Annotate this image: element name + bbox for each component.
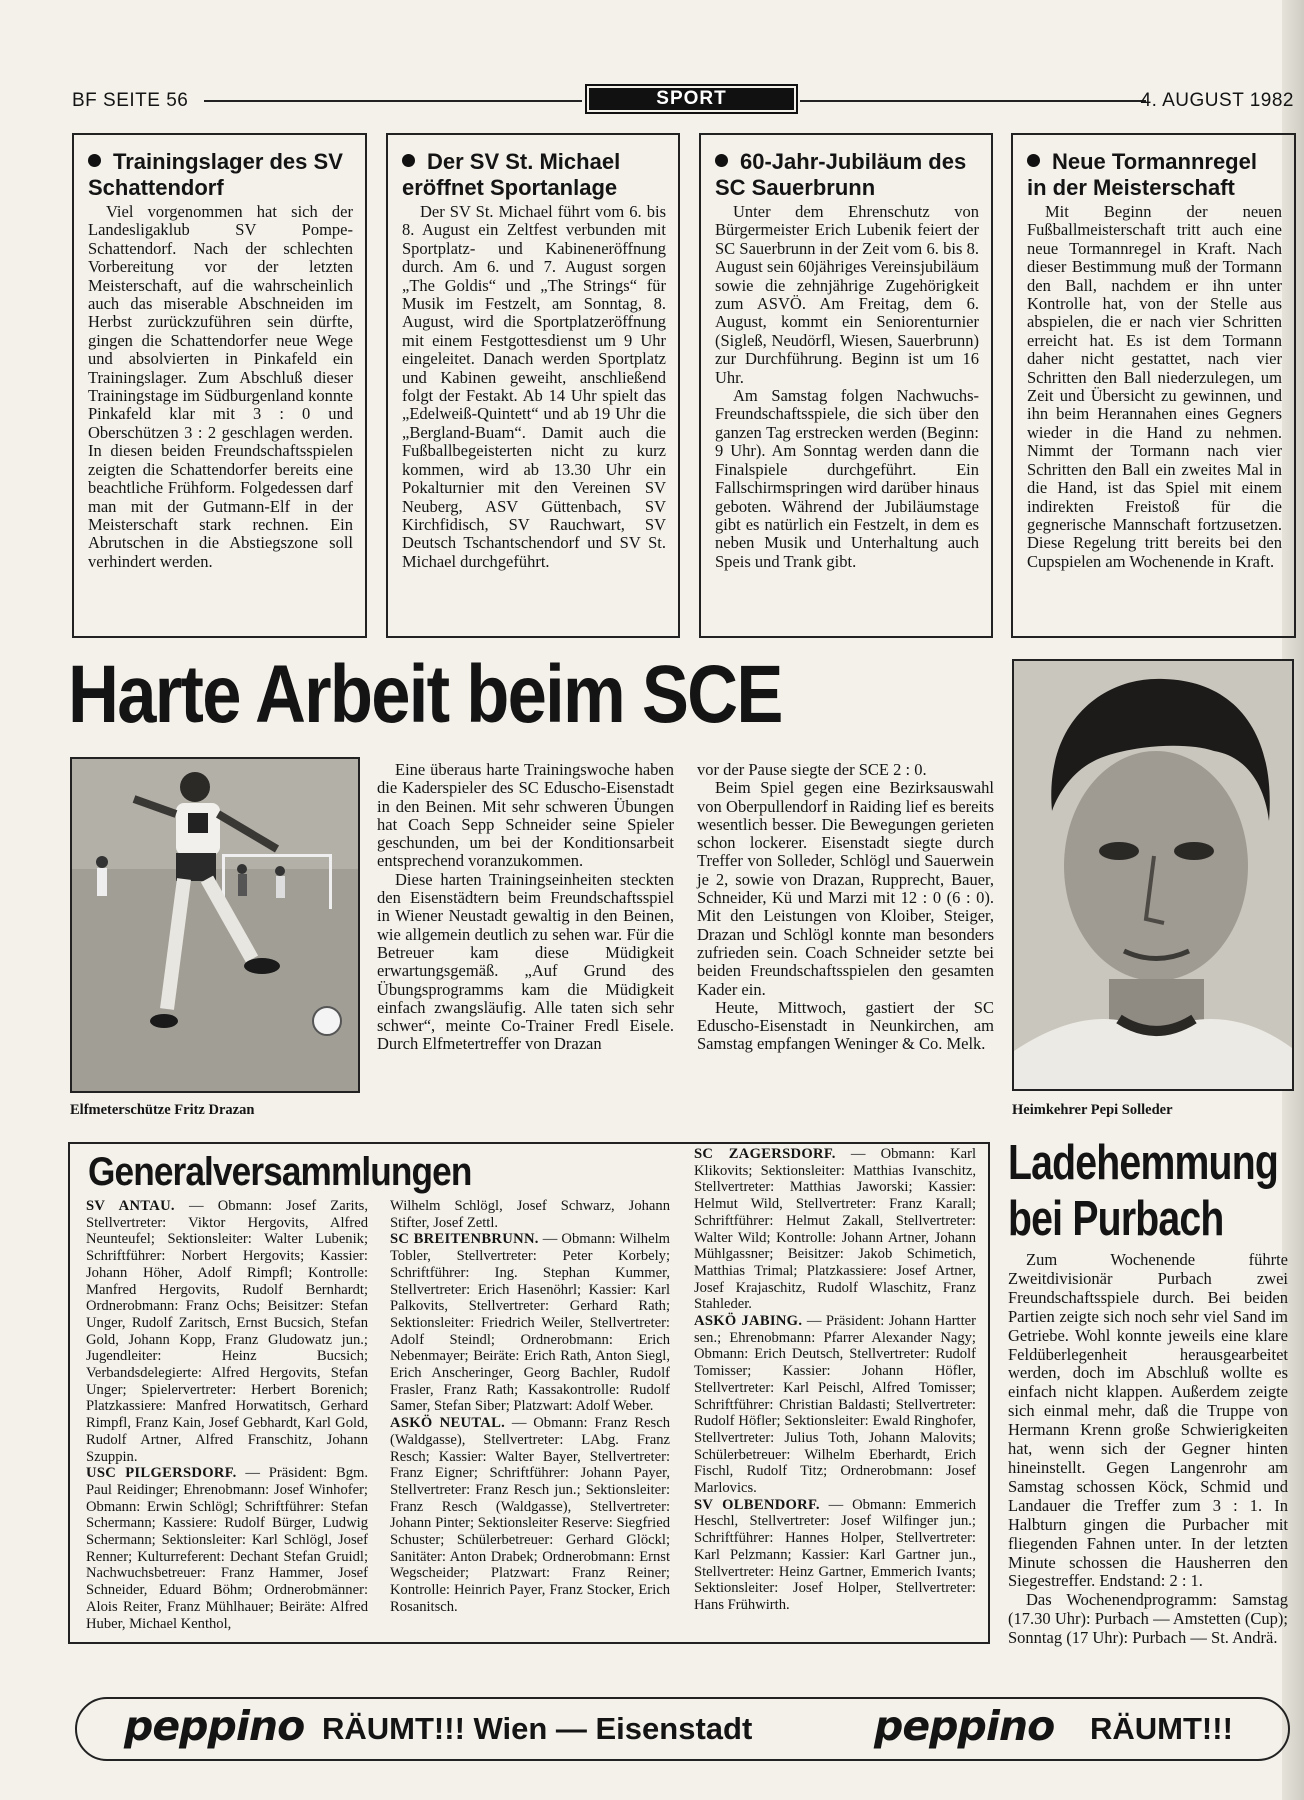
box-paragraph: Viel vorgenommen hat sich der Landesligaklub SV Pompe-Schattendorf. Nach der schlechten Vorbereitung vor der letzten Meisterschaft, auf die wahrscheinlich auch das miserable Abschneiden im Herbst zurückzuführen sein dürfte, gingen die Schattendorfer neue Wege und absolvierten in Pinkafeld ein Trainingslager. Zum Abschluß dieser Trainingstage im Südburgenland konnte Pinkafeld klar mit 3 : 0 und Oberschützen 3 : 2 geschlagen werden. In diesen beiden Freundschaftsspielen zeigten die Schattendorfer bereits eine beachtliche Frühform. Folgedessen darf man mit der Gutmann-Elf in der Meisterschaft stark rechnen. Ein Abrutschen in die Abstiegszone soll verhindert werden. <box>88 202 353 571</box>
page-number: BF SEITE 56 <box>72 90 189 111</box>
bullet-icon <box>715 154 728 167</box>
article-column-1 <box>377 761 674 1054</box>
gv-club-name: SV OLBENDORF. <box>694 1496 820 1513</box>
news-box-sauerbrunn <box>699 133 993 638</box>
photo-fritz-drazan <box>70 757 360 1093</box>
news-box-schattendorf <box>72 133 367 638</box>
article-column-2 <box>697 761 994 1054</box>
gv-entry-text: — Präsident: Bgm. Paul Reidinger; Ehrenobmann: Josef Winhofer; Obmann: Erwin Schlögl; Schriftführer: Stefan Schermann; Kassiere: Rudolf Bürger, Ludwig Schermann; Sektionsleiter: Karl Schlögl, Josef Renner; Kulturreferent: Dechant Stefan Gruidl; Nachwuchsbetreuer: Franz Hammer, Josef Schneider, Eduard Böhm; Ordnerobmänner: Alois Reiter, Franz Mühlhauer; Beiräte: Alfred Huber, Michael Kenthol, <box>86 1465 369 1632</box>
box-title-text: Der SV St. Michael eröffnet Sportanlage <box>402 149 621 200</box>
gv-column-3 <box>694 1146 976 1614</box>
bullet-icon <box>88 154 101 167</box>
gv-column-1 <box>86 1198 368 1632</box>
box-body <box>88 203 353 571</box>
ladehemmung-body <box>1008 1251 1288 1648</box>
box-title <box>402 149 666 201</box>
gv-entry-text: — Obmann: Emmerich Heschl, Stellvertreter: Josef Wilfinger jun.; Schriftführer: Hannes Holper, Stellvertreter: Karl Pelzmann; Kassier: Karl Gartner jun., Stellvertreter: Heinz Gartner, Emmerich Ivants; Sektionsleiter: Josef Holper, Stellvertreter: Hans Frühwirth. <box>694 1496 976 1613</box>
photo-caption-right: Heimkehrer Pepi Solleder <box>1012 1102 1173 1118</box>
gv-club-name: SC ZAGERSDORF. <box>694 1146 836 1162</box>
section-label <box>585 84 798 114</box>
box-paragraph: Am Samstag folgen Nachwuchs-Freundschaftsspiele, die sich über den ganzen Tag erstrecken werden (Beginn: 9 Uhr). Am Sonntag werden dann die Finalspiele durchgeführt. Ein Fallschirmspringen wird darüber hinaus geboten. Während der Jubiläumstage gibt es natürlich ein Festzelt, in dem es neben Musik und Unterhaltung auch Speis und Trank gibt. <box>715 386 979 571</box>
gv-entry <box>694 1497 976 1614</box>
box-title-text: Neue Tormannregel in der Meisterschaft <box>1027 149 1257 200</box>
gv-club-name: USC PILGERSDORF. <box>86 1465 237 1482</box>
box-paragraph: Unter dem Ehrenschutz von Bürgermeister Erich Lubenik feiert der SC Sauerbrunn in der Zeit vom 6. bis 8. August sein 60jähriges Vereinsjubiläum sowie die zehnjährige Zugehörigkeit zum ASVÖ. Am Freitag, dem 6. August, kommt ein Seniorenturnier (Sigleß, Neudörfl, Wiesen, Sauerbrunn) zur Durchführung. Beginn ist um 16 Uhr. <box>715 202 979 387</box>
news-box-st-michael <box>386 133 680 638</box>
gv-column-2 <box>390 1198 670 1616</box>
issue-date: 4. AUGUST 1982 <box>1140 90 1294 111</box>
box-title <box>1027 149 1282 201</box>
peppino-logo-2: peppino <box>874 1702 1055 1750</box>
main-headline: Harte Arbeit beim SCE <box>68 649 782 740</box>
peppino-logo: peppino <box>124 1702 305 1750</box>
article-paragraph: Beim Spiel gegen eine Bezirksauswahl von Oberpullendorf in Raiding lief es bereits wesentlich besser. Die Bewegungen gerieten schon lockerer. Eisenstadt siegte durch Treffer von Solleder, Schlögl und Sauerwein je 2, sowie von Drazan, Rupprecht, Bauer, Schneider, Kü und Marzi mit 12 : 0 (6 : 0). Mit den Leistungen von Kloiber, Steiger, Drazan und Schlögl konnte man besonders zufrieden sein. Coach Schneider setzte bei beiden Freundschaftsspielen den gesamten Kader ein. <box>697 778 994 999</box>
article-paragraph: Das Wochenendprogramm: Samstag (17.30 Uhr): Purbach — Amstetten (Cup); Sonntag (17 Uhr): Purbach — St. Andrä. <box>1008 1590 1288 1648</box>
box-body <box>402 203 666 571</box>
box-body <box>1027 203 1282 571</box>
gv-entry <box>390 1415 670 1615</box>
gv-entry-text: — Obmann: Franz Resch (Waldgasse), Stellvertreter: LAbg. Franz Resch; Kassier: Walter Bayer, Stellvertreter: Franz Eigner; Schriftführer: Johann Payer, Stellvertreter: Franz Resch jun.; Sektionsleiter: Franz Resch (Waldgasse), Stellvertreter: Johann Pinter; Sektionsleiter Reserve: Siegfried Schuster; Schülerbetreuer: Gerhard Glöckl; Sanitäter: Anton Drabek; Ordnerobmann: Ernst Wegscheider; Platzwart: Franz Reiner; Kontrolle: Heinrich Payer, Franz Stocker, Erich Rosanitsch. <box>390 1415 671 1615</box>
bullet-icon <box>402 154 415 167</box>
box-title <box>88 149 353 201</box>
gv-entry <box>694 1146 976 1313</box>
gv-entry <box>86 1198 368 1465</box>
article-paragraph: Eine überaus harte Trainingswoche haben die Kaderspieler des SC Eduscho-Eisenstadt in den Beinen. Mit sehr schweren Übungen hat Coach Sepp Schneider seine Spieler geschunden, um bei der Konditionsarbeit entsprechend voranzukommen. <box>377 760 674 871</box>
gv-entry <box>390 1231 670 1415</box>
bullet-icon <box>1027 154 1040 167</box>
gv-club-name: SV ANTAU. <box>86 1198 175 1214</box>
news-box-tormannregel <box>1011 133 1296 638</box>
generalversammlungen-title: Generalversammlungen <box>88 1150 472 1194</box>
ladehemmung-title <box>1008 1135 1278 1247</box>
ladehemmung-title-line: Ladehemmung <box>1008 1136 1278 1190</box>
section-label-text: SPORT <box>656 88 727 109</box>
header-rule-left <box>204 100 582 102</box>
photo-pepi-solleder <box>1012 659 1294 1091</box>
gv-entry-text: — Präsident: Johann Hartter sen.; Ehrenobmann: Pfarrer Alexander Nagy; Obmann: Erich Deutsch, Stellvertreter: Rudolf Tomisser; Kassier: Johann Höfler, Stellvertreter: Karl Peischl, Alfred Tomisser; Schriftführer: Christian Baldasti; Stellvertreter: Rudolf Höfler; Sektionsleiter: Ewald Ringhofer, Stellvertreter: Julius Toth, Johann Malovits; Schülerbetreuer: Wilhelm Eberhardt, Erich Fischl, Rudolf Titz; Ordnerobmann: Josef Marlovics. <box>694 1313 977 1497</box>
photo-caption-left: Elfmeterschütze Fritz Drazan <box>70 1102 255 1118</box>
photo-portrait <box>1014 661 1294 1091</box>
box-paragraph: Der SV St. Michael führt vom 6. bis 8. August ein Zeltfest verbunden mit Sportplatz- und Kabineneröffnung durch. Am 6. und 7. August sorgen „The Goldis“ und „The Strings“ für Musik im Festzelt, am Sonntag, 8. August, wird die Sportplatzeröffnung mit einem Festgottesdienst um 9 Uhr eingeleitet. Danach werden Sportplatz und Kabinen geweiht, anschließend folgt der Festakt. Ab 14 Uhr spielt das „Edelweiß-Quintett“ und ab 19 Uhr die „Bergland-Buam“. Damit auch die Fußballbegeisterten nicht zu kurz kommen, wird ab 13.30 Uhr ein Pokalturnier mit den Vereinen SV Neuberg, ASV Güttenbach, SV Kirchfidisch, SV Rauchwart, SV Deutsch Tschantschendorf und SV St. Michael durchgeführt. <box>402 202 666 571</box>
box-paragraph: Mit Beginn der neuen Fußballmeisterschaft tritt auch eine neue Tormannregel in Kraft. Nach dieser Bestimmung muß der Tormann den Ball, nachdem er ihn unter Kontrolle hat, von der Stelle aus abspielen, die er nach vier Schritten erreicht hat. Es ist dem Tormann daher nicht gestattet, nach vier Schritten den Ball niederzulegen, um Zeit und Übersicht zu gewinnen, und ihn beim Herannahen eines Gegners wieder in die Hand zu nehmen. Nimmt der Tormann nach vier Schritten den Ball ein zweites Mal in die Hand, ist das Spiel mit einem indirekten Freistoß für die gegnerische Mannschaft fortzusetzen. Diese Regelung tritt bereits bei den Cupspielen am Wochenende in Kraft. <box>1027 202 1282 571</box>
gv-entry <box>390 1198 670 1231</box>
gv-entry-text: — Obmann: Josef Zarits, Stellvertreter: Viktor Hergovits, Alfred Neunteufel; Sektionsleiter: Walter Lubenik; Schriftführer: Norbert Hergovits; Kassier: Johann Höher, Adolf Rimpfl; Kontrolle: Manfred Hergovits, Rudolf Bernhardt; Ordnerobmann: Franz Ochs; Beisitzer: Stefan Unger, Rudolf Zaritsch, Ernst Bucsich, Stefan Gold, Johann Kopp, Franz Gludowatz jun.; Jugendleiter: Heinz Bucsich; Verbandsdelegierte: Alfred Hergovits, Stefan Unger; Spielervertreter: Herbert Borenich; Platzkassiere: Manfred Horwatitsch, Gerhard Rimpfl, Franz Kain, Josef Gebhardt, Karl Gold, Rudolf Artner, Alfred Franschitz, Johann Szuppin. <box>86 1198 368 1465</box>
ad-text-2: RÄUMT!!! <box>1090 1711 1233 1746</box>
gv-club-name: SC BREITENBRUNN. <box>390 1231 539 1248</box>
ladehemmung-title-line: bei Purbach <box>1008 1192 1224 1246</box>
gv-entry-text: — Obmann: Wilhelm Tobler, Stellvertreter: Peter Korbely; Schriftführer: Ing. Stephan Kummer, Stellvertreter: Erich Hasenöhrl; Kassier: Karl Palkovits, Stellvertreter: Gerhard Rath; Sektionsleiter: Friedrich Weiler, Stellvertreter: Adolf Steindl; Ordnerobmann: Erich Nebenmayer; Beiräte: Erich Rath, Anton Siegl, Erich Anscheringer, Georg Bachler, Rudolf Frasler, Franz Rath; Kassakontrolle: Rudolf Samer, Stefan Siber; Platzwart: Adolf Weber. <box>390 1231 670 1415</box>
box-body <box>715 203 979 571</box>
gv-entry <box>86 1465 368 1632</box>
box-title <box>715 149 979 201</box>
gv-entry <box>694 1313 976 1497</box>
ad-text-1: RÄUMT!!! Wien — Eisenstadt <box>322 1711 753 1746</box>
article-paragraph: vor der Pause siegte der SCE 2 : 0. <box>697 760 927 779</box>
box-title-text: Trainingslager des SV Schattendorf <box>88 149 343 200</box>
article-paragraph: Heute, Mittwoch, gastiert der SC Eduscho-Eisenstadt in Neunkirchen, am Samstag empfangen Weninger & Co. Melk. <box>697 997 994 1054</box>
box-title-text: 60-Jahr-Jubiläum des SC Sauerbrunn <box>715 149 967 200</box>
photo-football-kick <box>72 759 360 1093</box>
article-paragraph: Zum Wochenende führte Zweitdivisionär Purbach zwei Freundschaftsspiele durch. Bei beiden Partien zeigte sich noch sehr viel Sand im Getriebe. Wohl konnte jeweils eine klare Feldüberlegenheit herausgearbeitet werden, doch im Abschluß wollte es einfach nicht klappen. Außerdem zeigte sich einmal mehr, daß die Truppe von Hermann Krenn große Schwierigkeiten hat, wenn sich der Gegner hinten hineinstellt. Gegen Langenrohr am Samstag schossen Köck, Schmid und Landauer die Treffer zum 3 : 1. In Halbturn gingen die Purbacher mit fliegenden Fahnen unter. In der letzten Minute schossen die Hausherren den Siegestreffer. Endstand: 2 : 1. <box>1008 1250 1288 1591</box>
gv-club-name: ASKÖ NEUTAL. <box>390 1415 506 1432</box>
gv-club-name: ASKÖ JABING. <box>694 1313 803 1330</box>
gv-entry-text: — Obmann: Karl Klikovits; Sektionsleiter: Matthias Ivanschitz, Stellvertreter: Matthias Jaworski; Kassier: Helmut Wild, Stellvertreter: Franz Karall; Schriftführer: Helmut Zakall, Stellvertreter: Walter Wild; Kontrolle: Johann Artner, Johann Mühlgassner; Beisitzer: Jakob Schimetich, Matthias Trimal; Platzkassiere: Josef Artner, Josef Krajaschitz, Rudolf Wlaschitz, Franz Stahleder. <box>694 1146 976 1313</box>
gv-entry-text: Wilhelm Schlögl, Josef Schwarz, Johann Stifter, Josef Zettl. <box>390 1198 670 1231</box>
article-paragraph: Diese harten Trainingseinheiten steckten den Eisenstädtern beim Freundschaftsspiel in Wiener Neustadt gewaltig in den Beinen, wie allgemein deutlich zu sehen war. Für die Betreuer kam diese Müdigkeit erwartungsgemäß. „Auf Grund des Übungsprogramms kam die Müdigkeit einfach zwangsläufig. Alle taten sich sehr schwer“, meinte Co-Trainer Fredl Eisele. Durch Elfmetertreffer von Drazan <box>377 869 674 1054</box>
header-rule-right <box>800 100 1146 102</box>
